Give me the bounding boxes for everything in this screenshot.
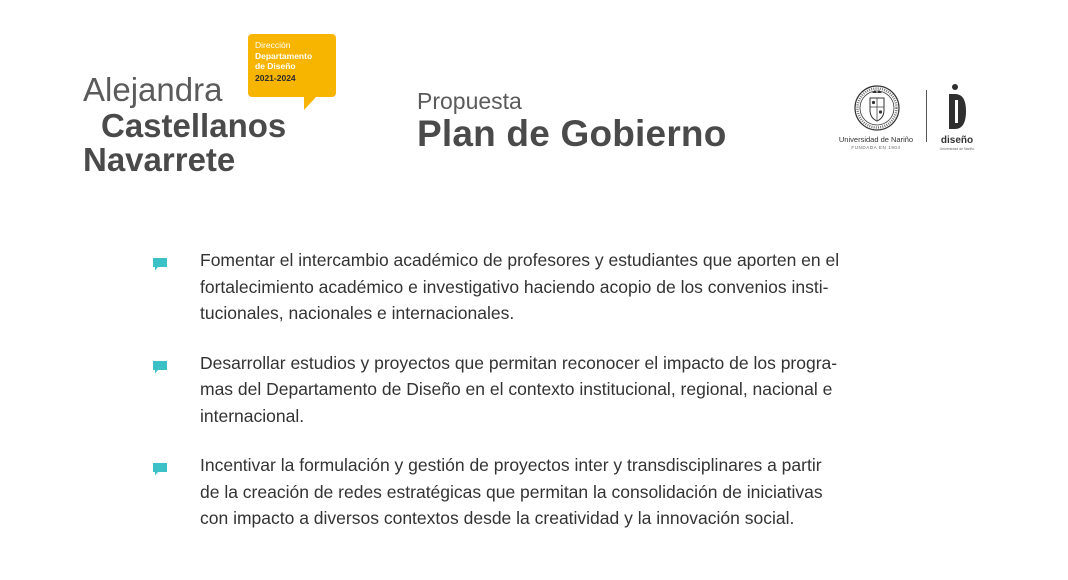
candidate-first-name: Alejandra xyxy=(83,71,223,108)
list-item-line: con impacto a diversos contextos desde la creatividad y la innovación social. xyxy=(200,508,795,528)
list-item-line: de la creación de redes estratégicas que permitan la consolidación de iniciativas xyxy=(200,481,823,502)
list-item xyxy=(150,452,920,532)
speech-bubble-icon xyxy=(152,462,168,477)
list-item-line: mas del Departamento de Diseño en el contexto institucional, regional, nacional e xyxy=(200,379,833,399)
candidate-last-name-2: Navarrete xyxy=(83,141,236,178)
proposal-title: Plan de Gobierno xyxy=(417,113,727,154)
badge-line-1: Dirección xyxy=(255,40,291,50)
list-item-line: Fomentar el intercambio académico de profesores y estudiantes que aporten en el xyxy=(200,250,840,270)
department-sub: Universidad de Nariño xyxy=(939,147,975,151)
list-item-text xyxy=(200,247,914,327)
candidate-last-name-1: Castellanos xyxy=(101,107,287,144)
badge-line-3: de Diseño xyxy=(255,61,296,71)
diseno-logo-icon xyxy=(946,84,968,134)
institution-logos xyxy=(838,84,978,152)
badge-years: 2021-2024 xyxy=(255,72,296,83)
list-item-line: internacional. xyxy=(200,405,305,426)
list-item-text xyxy=(200,350,914,430)
list-item-line: tucionales, nacionales e internacionales. xyxy=(200,303,515,323)
list-item-line: fortalecimiento académico e investigativo haciendo acopio de los convenios insti- xyxy=(200,276,829,297)
logo-divider xyxy=(926,90,927,142)
department-name: diseño xyxy=(940,135,974,146)
list-item xyxy=(150,350,920,430)
badge-line-2: Departamento xyxy=(255,50,313,61)
list-item-line: Desarrollar estudios y proyectos que permitan reconocer el impacto de los progra- xyxy=(200,352,838,373)
university-name: Universidad de Nariño xyxy=(838,135,914,144)
proposal-list xyxy=(150,247,920,555)
list-item-line: Incentivar la formulación y gestión de proyectos inter y transdisciplinares a partir xyxy=(200,455,822,475)
direction-badge xyxy=(248,34,336,97)
university-seal-icon xyxy=(853,84,901,134)
list-item xyxy=(150,247,920,327)
speech-bubble-icon xyxy=(152,257,168,272)
list-item-text xyxy=(200,452,914,532)
proposal-subtitle: Propuesta xyxy=(417,88,522,114)
university-founded: FUNDADA EN 1904 xyxy=(851,145,901,150)
speech-bubble-icon xyxy=(152,360,168,375)
